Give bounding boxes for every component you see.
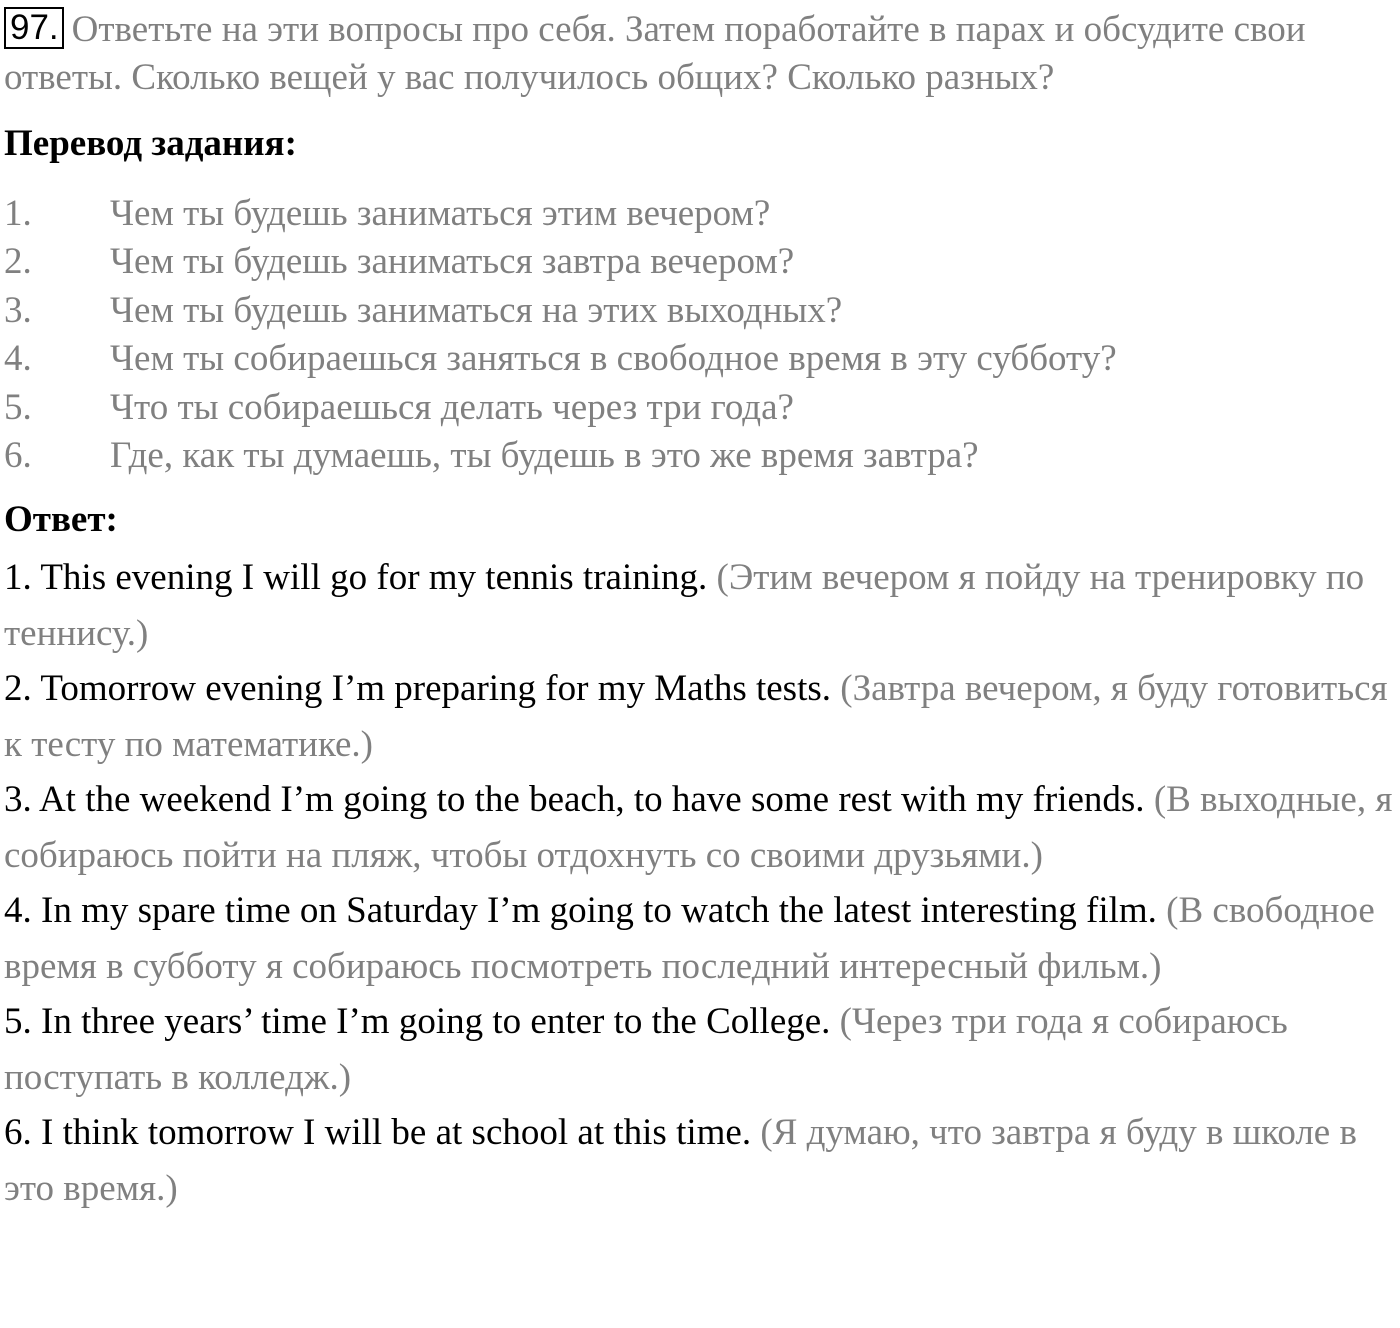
question-number: 5. (4, 386, 32, 428)
answer-item (4, 883, 1398, 994)
task-number-box: 97. (4, 7, 64, 49)
answer-english: 6. I think tomorrow I will be at school at this time. (4, 1112, 761, 1154)
list-item (4, 190, 1398, 238)
answer-english: 3. At the weekend I’m going to the beach, to have some rest with my friends. (4, 779, 1154, 821)
question-number: 6. (4, 435, 32, 477)
answer-english: 5. In three years’ time I’m going to enter to the College. (4, 1001, 840, 1043)
list-item (4, 238, 1398, 286)
question-list (4, 190, 1398, 480)
question-number: 4. (4, 338, 32, 380)
list-item (4, 335, 1398, 383)
answer-heading: Ответ: (4, 499, 118, 541)
answer-english: 2. Tomorrow evening I’m preparing for my Maths tests. (4, 668, 841, 710)
answer-english: 1. This evening I will go for my tennis training. (4, 557, 717, 599)
list-item (4, 287, 1398, 335)
answer-russian: (В свободное время в субботу я собираюсь посмотреть последний интересный фильм.) (4, 890, 1375, 987)
answer-russian: (В выходные, я собираюсь пойти на пляж, чтобы отдохнуть со своими друзьями.) (4, 779, 1393, 876)
task-statement (4, 6, 1398, 102)
question-text: Чем ты собираешься заняться в свободное время в эту субботу? (110, 338, 1117, 380)
answer-list (4, 550, 1398, 1216)
question-text: Чем ты будешь заниматься на этих выходных? (110, 289, 843, 331)
answer-item (4, 661, 1398, 772)
answer-russian: (Этим вечером я пойду на тренировку по теннису.) (4, 557, 1365, 654)
answer-russian: (Через три года я собираюсь поступать в колледж.) (4, 1001, 1288, 1098)
answer-item (4, 994, 1398, 1105)
answer-item (4, 1105, 1398, 1216)
question-number: 3. (4, 289, 32, 331)
question-text: Где, как ты думаешь, ты будешь в это же время завтра? (110, 435, 979, 477)
question-number: 1. (4, 193, 32, 234)
list-item (4, 384, 1398, 432)
answer-item (4, 772, 1398, 883)
translation-heading: Перевод задания: (4, 123, 297, 164)
list-item (4, 432, 1398, 480)
answer-english: 4. In my spare time on Saturday I’m going to watch the latest interesting film. (4, 890, 1167, 932)
question-number: 2. (4, 241, 32, 283)
question-text: Чем ты будешь заниматься этим вечером? (110, 193, 771, 234)
answer-russian: (Завтра вечером, я буду готовиться к тесту по математике.) (4, 668, 1388, 765)
answer-russian: (Я думаю, что завтра я буду в школе в это время.) (4, 1112, 1357, 1209)
answer-item (4, 550, 1398, 661)
task-text: Ответьте на эти вопросы про себя. Затем поработайте в парах и обсудите свои ответы. Сколько вещей у вас получилось общих? Сколько разных? (4, 9, 1306, 98)
question-text: Что ты собираешься делать через три года? (110, 386, 794, 428)
question-text: Чем ты будешь заниматься завтра вечером? (110, 241, 795, 283)
document-page (4, 6, 1398, 1216)
